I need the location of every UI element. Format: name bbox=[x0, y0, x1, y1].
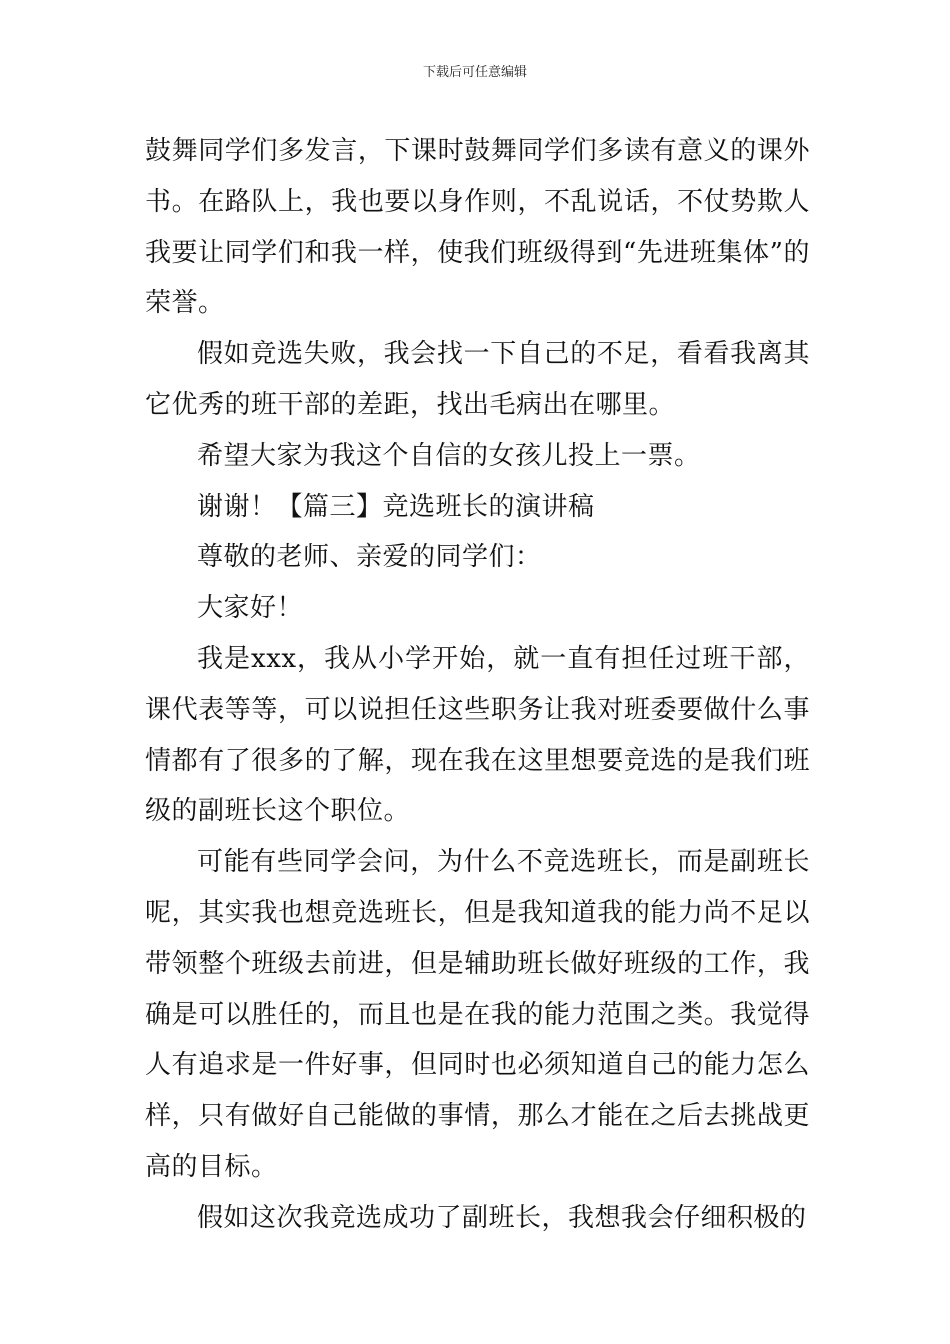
paragraph-4: 谢谢！【篇三】竞选班长的演讲稿 bbox=[197, 491, 595, 522]
document-body bbox=[145, 126, 810, 1244]
paragraph-5: 尊敬的老师、亲爱的同学们： bbox=[197, 542, 542, 573]
paragraph-6: 大家好！ bbox=[197, 593, 304, 624]
paragraph-9: 假如这次我竞选成功了副班长，我想我会仔细积极的 bbox=[197, 1202, 807, 1233]
paragraph-2: 假如竞选失败，我会找一下自己的不足，看看我离其它优秀的班干部的差距，找出毛病出在哪里。 bbox=[145, 339, 810, 420]
page-header: 下载后可任意编辑 bbox=[422, 65, 527, 80]
paragraph-1: 鼓舞同学们多发言，下课时鼓舞同学们多读有意义的课外书。在路队上，我也要以身作则，不乱说话，不仗势欺人我要让同学们和我一样，使我们班级得到“先进班集体”的荣誉。 bbox=[145, 136, 810, 319]
paragraph-8: 可能有些同学会问，为什么不竞选班长，而是副班长呢，其实我也想竞选班长，但是我知道我的能力尚不足以带领整个班级去前进，但是辅助班长做好班级的工作，我确是可以胜任的，而且也是在我的能力范围之类。我觉得人有追求是一件好事，但同时也必须知道自己的能力怎么样，只有做好自己能做的事情，那么才能在之后去挑战更高的目标。 bbox=[145, 847, 810, 1182]
paragraph-3: 希望大家为我这个自信的女孩儿投上一票。 bbox=[197, 440, 701, 471]
paragraph-7: 我是xxx，我从小学开始，就一直有担任过班干部，课代表等等，可以说担任这些职务让我对班委要做什么事情都有了很多的了解，现在我在这里想要竞选的是我们班级的副班长这个职位。 bbox=[145, 643, 810, 827]
